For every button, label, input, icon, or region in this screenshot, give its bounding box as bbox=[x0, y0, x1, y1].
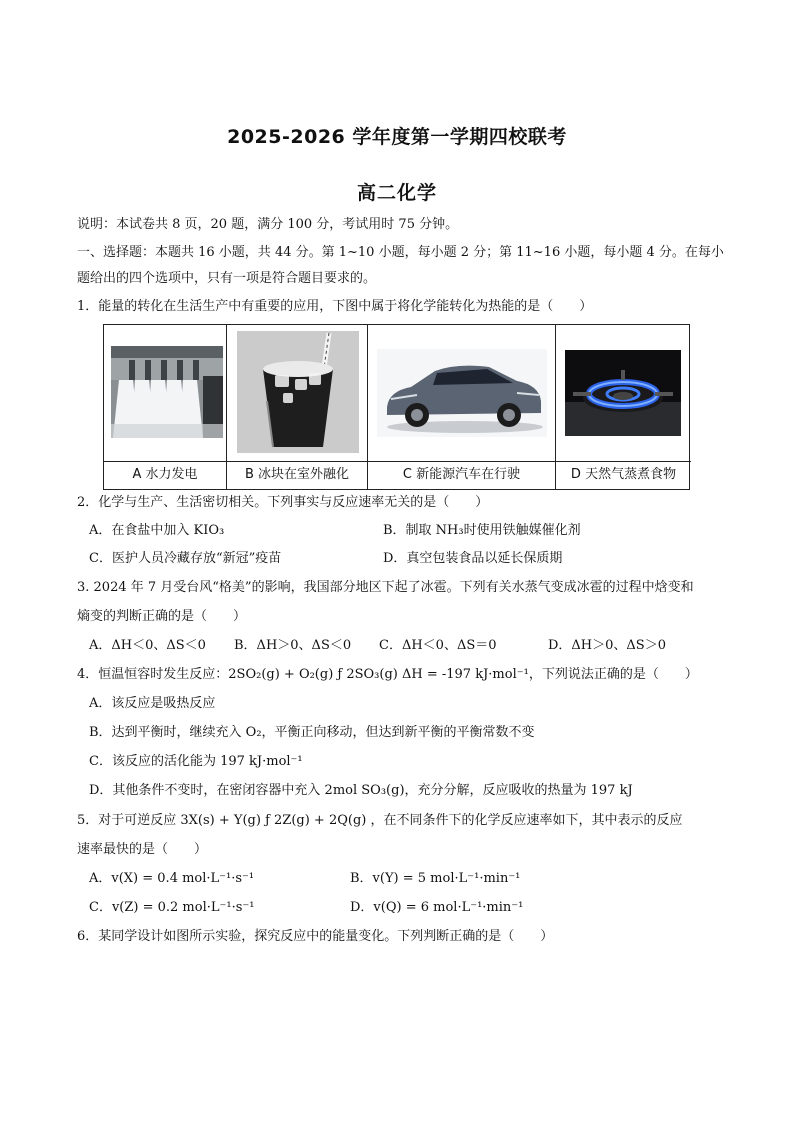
q6-stem: 6．某同学设计如图所示实验，探究反应中的能量变化。下列判断正确的是（ ） bbox=[77, 929, 554, 944]
q1-image-table bbox=[103, 324, 690, 490]
q2-option-b: B．制取 NH₃时使用铁触媒催化剂 bbox=[383, 523, 581, 538]
q5-option-d: D．v(Q) = 6 mol·L⁻¹·min⁻¹ bbox=[350, 900, 524, 915]
q1-option-d-cell bbox=[556, 325, 691, 489]
q4-option-d: D．其他条件不变时，在密闭容器中充入 2mol SO₃(g)，充分分解，反应吸收的热量为 197 kJ bbox=[89, 783, 633, 798]
q2-option-c: C．医护人员冷藏存放“新冠”疫苗 bbox=[89, 551, 282, 566]
q1-option-a-cell bbox=[104, 325, 227, 489]
q3-stem-line2: 熵变的判断正确的是（ ） bbox=[77, 609, 247, 624]
q2-option-d: D．真空包装食品以延长保质期 bbox=[383, 551, 563, 566]
q4-option-b: B．达到平衡时，继续充入 O₂，平衡正向移动，但达到新平衡的平衡常数不变 bbox=[89, 725, 535, 740]
q5-option-a: A．v(X) = 0.4 mol·L⁻¹·s⁻¹ bbox=[89, 871, 255, 886]
q1-stem: 1．能量的转化在生活生产中有重要的应用，下图中属于将化学能转化为热能的是（ ） bbox=[77, 299, 593, 314]
q5-option-c: C．v(Z) = 0.2 mol·L⁻¹·s⁻¹ bbox=[89, 900, 255, 915]
q1-caption-d: D 天然气蒸煮食物 bbox=[556, 461, 691, 489]
electric-car-image bbox=[377, 349, 547, 437]
q1-option-c-cell bbox=[368, 325, 556, 489]
exam-title: 2025-2026 学年度第一学期四校联考 bbox=[227, 126, 567, 148]
q4-option-a: A．该反应是吸热反应 bbox=[89, 696, 216, 711]
q2-stem: 2．化学与生产、生活密切相关。下列事实与反应速率无关的是（ ） bbox=[77, 495, 489, 510]
subject-title: 高二化学 bbox=[356, 182, 437, 204]
q1-caption-a: A 水力发电 bbox=[104, 461, 226, 489]
section-heading-line1: 一、选择题：本题共 16 小题，共 44 分。第 1~10 小题，每小题 2 分；第 11~16 小题，每小题 4 分。在每小 bbox=[77, 245, 724, 260]
q3-option-b: B．ΔH＞0、ΔS＜0 bbox=[234, 638, 352, 653]
q3-option-d: D．ΔH＞0、ΔS＞0 bbox=[548, 638, 666, 653]
q5-option-b: B．v(Y) = 5 mol·L⁻¹·min⁻¹ bbox=[350, 871, 521, 886]
gas-stove-flame-image bbox=[565, 350, 681, 436]
q4-stem: 4．恒温恒容时发生反应：2SO₂(g) + O₂(g) ƒ 2SO₃(g) ΔH = -197 kJ·mol⁻¹，下列说法正确的是（ ） bbox=[77, 667, 698, 682]
dam-spillway-image bbox=[111, 346, 223, 438]
q1-caption-c: C 新能源汽车在行驶 bbox=[368, 461, 555, 489]
exam-instructions: 说明：本试卷共 8 页，20 题，满分 100 分，考试用时 75 分钟。 bbox=[77, 217, 459, 232]
q4-option-c: C．该反应的活化能为 197 kJ·mol⁻¹ bbox=[89, 754, 303, 769]
q5-stem-line1: 5．对于可逆反应 3X(s) + Y(g) ƒ 2Z(g) + 2Q(g) ，在不同条件下的化学反应速率如下，其中表示的反应 bbox=[77, 813, 683, 828]
iced-drink-image bbox=[237, 331, 359, 453]
q3-stem-line1: 3. 2024 年 7 月受台风“格美”的影响，我国部分地区下起了冰雹。下列有关水蒸气变成冰雹的过程中焓变和 bbox=[77, 580, 694, 595]
q1-caption-b: B 冰块在室外融化 bbox=[227, 461, 367, 489]
q3-option-a: A．ΔH＜0、ΔS＜0 bbox=[89, 638, 206, 653]
section-heading-line2: 题给出的四个选项中，只有一项是符合题目要求的。 bbox=[77, 271, 377, 286]
q5-stem-line2: 速率最快的是（ ） bbox=[77, 842, 208, 857]
q2-option-a: A．在食盐中加入 KIO₃ bbox=[89, 523, 225, 538]
q1-option-b-cell bbox=[227, 325, 368, 489]
q3-option-c: C．ΔH＜0、ΔS＝0 bbox=[379, 638, 497, 653]
